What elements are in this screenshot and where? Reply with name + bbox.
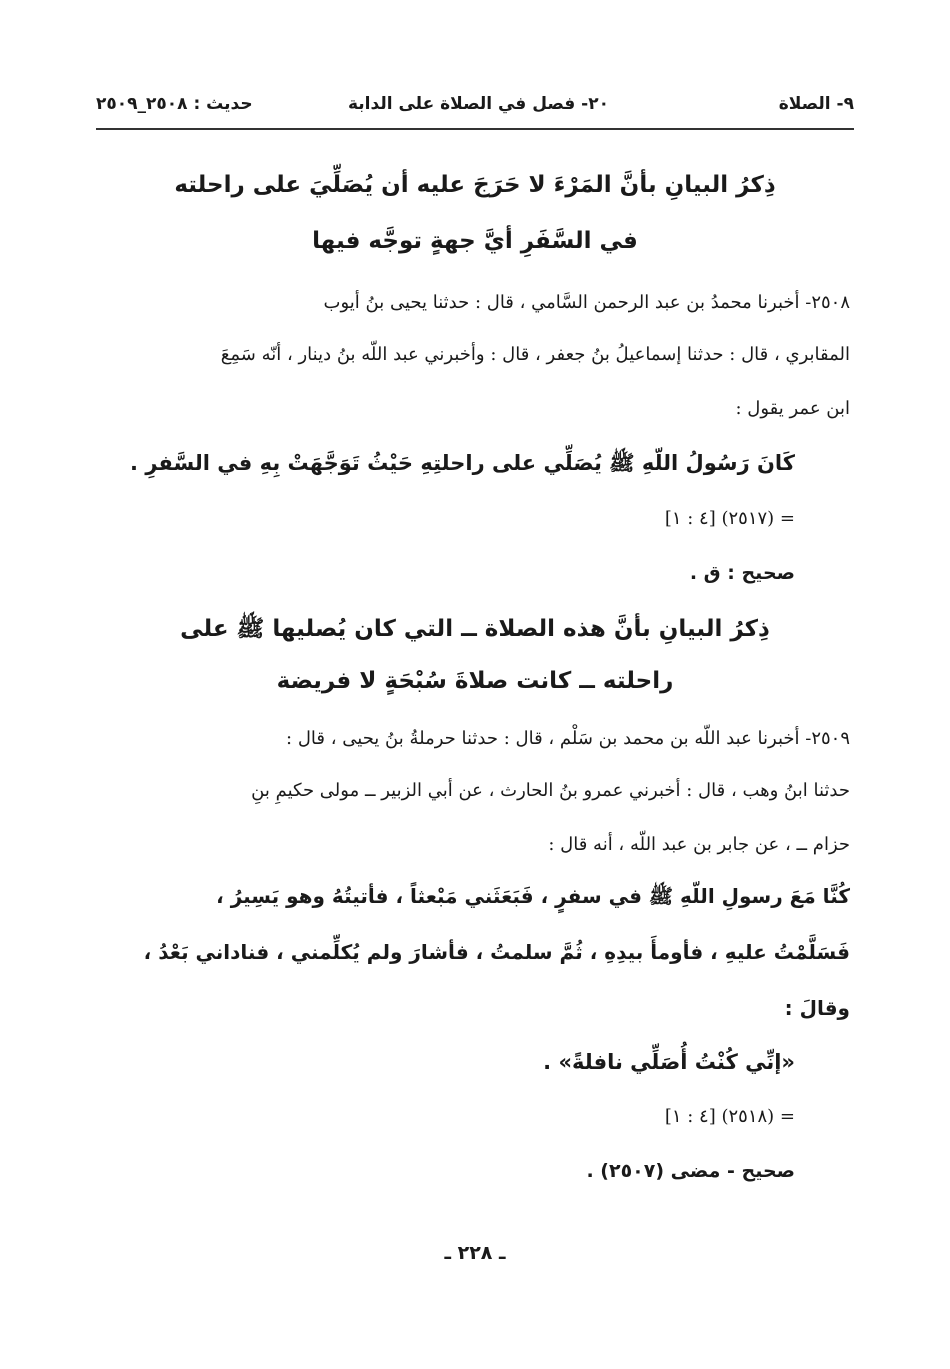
matn-2509-line-3: وقالَ : [784, 996, 850, 1020]
matn-2509-line-2: فَسَلَّمْتُ عليهِ ، فأومأَ بيدِهِ ، ثُمَّ سلمتُ ، فأشارَ ولم يُكلِّمني ، فناداني بَعْدُ ، [143, 940, 850, 964]
prophetic-quote-2509: «إنِّي كُنْتُ أُصَلِّي نافلةً» . [543, 1050, 795, 1074]
section-heading-2-line-1: ذِكرُ البيانِ بأنَّ هذه الصلاة ــ التي كان يُصليها ﷺ على [180, 616, 770, 642]
chapter-title: ٩- الصلاة [778, 94, 854, 114]
section-heading-1-line-1: ذِكرُ البيانِ بأنَّ المَرْءَ لا حَرَجَ عليه أن يُصَلِّيَ على راحلته [174, 172, 776, 198]
running-header [96, 88, 854, 130]
page-number: ـ ٢٢٨ ـ [444, 1242, 506, 1264]
isnad-2509-line-1: ٢٥٠٩- أخبرنا عبد اللّه بن محمد بن سَلْم ، قال : حدثنا حرملةُ بنُ يحيى ، قال : [286, 728, 850, 749]
matn-2508: كَانَ رَسُولُ اللّهِ ﷺ يُصَلِّي على راحلتِهِ حَيْثُ تَوَجَّهَتْ بِهِ في السَّفرِ . [130, 451, 795, 475]
isnad-2509-line-3: حزام ــ ، عن جابر بن عبد اللّه ، أنه قال : [548, 834, 850, 855]
isnad-2508-line-3: ابن عمر يقول : [735, 398, 850, 419]
section-heading-2-line-2: راحلته ــ كانت صلاةَ سُبْحَةٍ لا فريضة [276, 668, 674, 694]
isnad-2508-line-2: المقابري ، قال : حدثنا إسماعيلُ بنُ جعفر ، قال : وأخبرني عبد اللّه بنُ دينار ، أنّه سَمِعَ [220, 344, 850, 365]
section-title: ٢٠- فصل في الصلاة على الدابة [347, 94, 609, 114]
reference-2508: = (٢٥١٧) [٤ : ١] [664, 508, 795, 529]
hadith-range: حديث : ٢٥٠٨_٢٥٠٩ [96, 94, 253, 114]
grade-2509: صحيح - مضى (٢٥٠٧) . [586, 1160, 795, 1182]
reference-2509: = (٢٥١٨) [٤ : ١] [664, 1106, 795, 1127]
matn-2509-line-1: كُنَّا مَعَ رسولِ اللّهِ ﷺ في سفرٍ ، فَبَعَثَني مَبْعثاً ، فأتيتُهُ وهو يَسِيرُ ، [216, 884, 850, 908]
grade-2508: صحيح : ق . [689, 562, 795, 584]
isnad-2509-line-2: حدثنا ابنُ وهب ، قال : أخبرني عمرو بنُ الحارث ، عن أبي الزبير ــ مولى حكيمِ بنِ [251, 780, 850, 801]
isnad-2508-line-1: ٢٥٠٨- أخبرنا محمدُ بن عبد الرحمن السَّامي ، قال : حدثنا يحيى بنُ أيوب [323, 292, 850, 313]
section-heading-1-line-2: في السَّفَرِ أيَّ جهةٍ توجَّه فيها [312, 228, 638, 254]
